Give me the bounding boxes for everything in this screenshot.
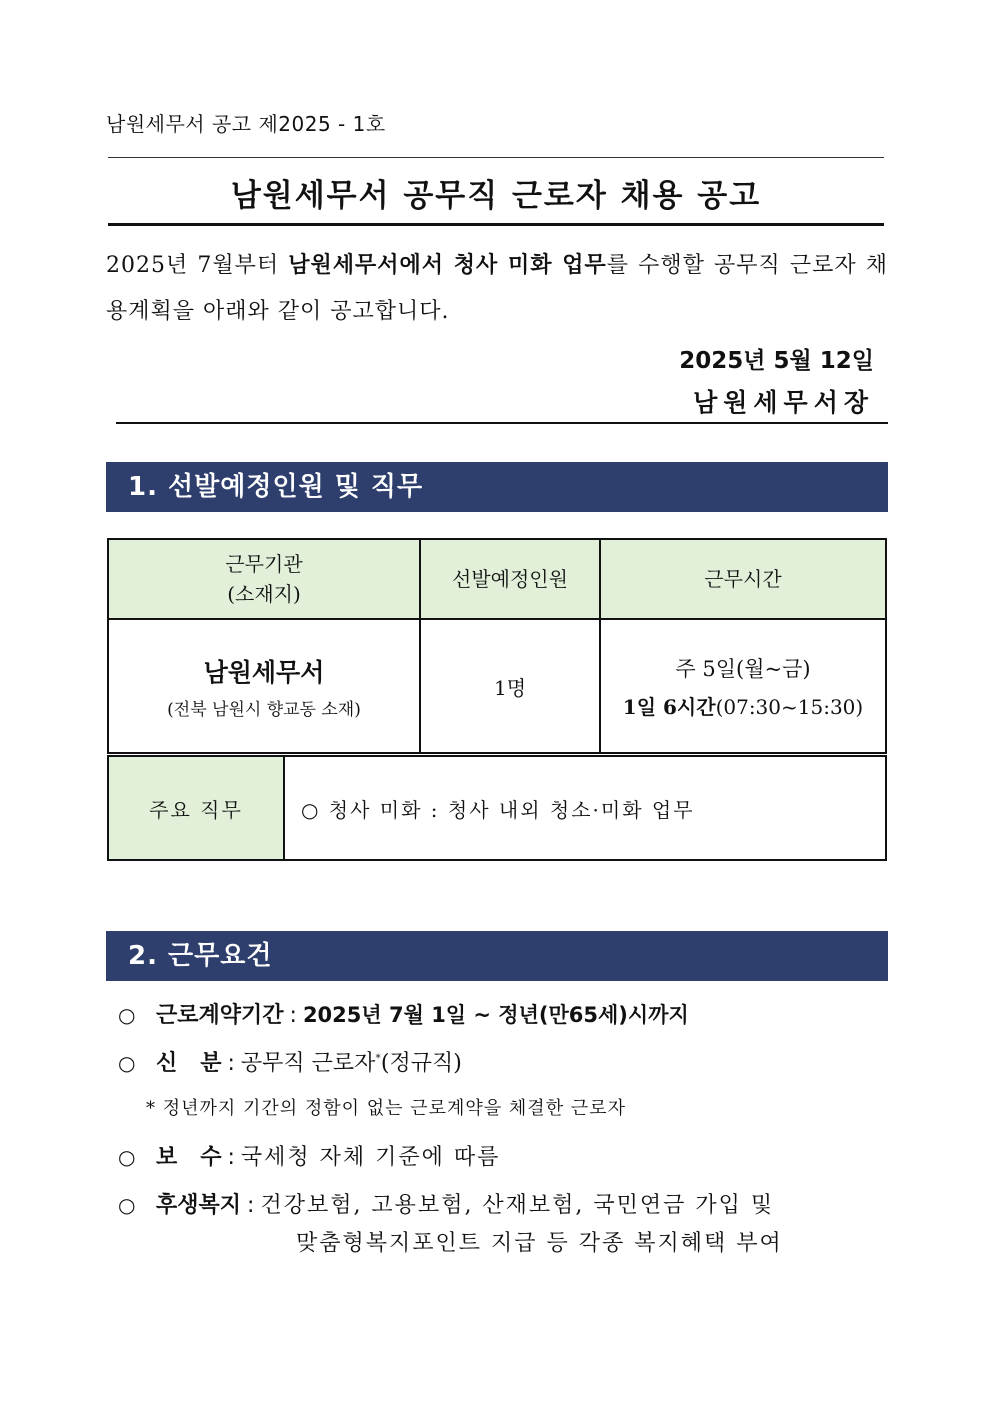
table-row — [108, 619, 886, 753]
intro-paragraph — [106, 243, 888, 335]
duty-label: 주요 직무 — [108, 756, 284, 860]
hours-time-range: (07:30~15:30) — [715, 694, 864, 719]
cell-org — [108, 619, 420, 753]
duty-value: ○ 청사 미화 : 청사 내외 청소·미화 업무 — [284, 756, 886, 860]
condition-value: 공무직 근로자 — [240, 1051, 376, 1076]
notice-number: 남원세무서 공고 제2025 - 1호 — [106, 112, 386, 136]
header-org-sub: (소재지) — [227, 582, 301, 606]
bullet-icon: ○ — [118, 1193, 136, 1217]
header-hours: 근무시간 — [600, 539, 886, 619]
condition-salary — [118, 1140, 500, 1171]
section-2-header: 2. 근무요건 — [106, 931, 888, 981]
condition-contract-period — [118, 998, 689, 1029]
condition-sep: : — [227, 1051, 235, 1076]
recruitment-table — [107, 538, 887, 754]
intro-text-bold: 남원세무서에서 청사 미화 업무 — [288, 253, 607, 278]
intro-text-2: 를 수행할 공무직 근로자 채용계획을 아래와 같이 공고합니다. — [106, 253, 888, 324]
title-divider — [108, 223, 884, 226]
condition-value: 국세청 자체 기준에 따름 — [240, 1145, 501, 1170]
hours-days: 주 5일(월~금) — [675, 656, 811, 681]
section-1-header: 1. 선발예정인원 및 직무 — [106, 462, 888, 512]
condition-welfare — [118, 1188, 774, 1219]
condition-sep: : — [289, 1003, 297, 1028]
cell-hours — [600, 619, 886, 753]
header-count: 선발예정인원 — [420, 539, 600, 619]
condition-value: 2025년 7월 1일 ~ 정년(만65세)시까지 — [302, 1003, 689, 1027]
duty-row — [108, 756, 886, 860]
org-name: 남원세무서 — [203, 657, 325, 687]
hours-time-bold: 1일 6시간 — [622, 694, 716, 719]
condition-value-after: (정규직) — [380, 1051, 462, 1076]
condition-label: 보 수 — [156, 1145, 222, 1170]
notice-date: 2025년 5월 12일 — [679, 348, 874, 374]
condition-sep: : — [247, 1193, 255, 1218]
hours-time — [601, 691, 885, 720]
bullet-icon: ○ — [118, 1003, 136, 1027]
condition-label: 신 분 — [156, 1051, 222, 1076]
condition-welfare-line2: 맞춤형복지포인트 지급 등 각종 복지혜택 부여 — [296, 1231, 783, 1256]
condition-label: 근로계약기간 — [156, 1003, 284, 1028]
signature-divider — [116, 422, 888, 424]
header-org-label: 근무기관 — [225, 552, 303, 576]
table-header-row — [108, 539, 886, 619]
condition-status — [118, 1046, 462, 1077]
bullet-icon: ○ — [118, 1145, 136, 1169]
duty-table — [107, 755, 887, 861]
bullet-icon: ○ — [118, 1051, 136, 1075]
org-location: (전북 남원시 향교동 소재) — [167, 699, 361, 720]
condition-label: 후생복지 — [156, 1193, 242, 1218]
condition-value: 건강보험, 고용보험, 산재보험, 국민연금 가입 및 — [260, 1193, 775, 1218]
page-title: 남원세무서 공무직 근로자 채용 공고 — [230, 178, 762, 214]
intro-text-1: 2025년 7월부터 — [106, 253, 289, 278]
footnote-text: * 정년까지 기간의 정함이 없는 근로계약을 체결한 근로자 — [146, 1098, 626, 1119]
cell-count: 1명 — [420, 619, 600, 753]
header-org — [108, 539, 420, 619]
condition-sep: : — [227, 1145, 235, 1170]
agency-head: 남원세무서장 — [693, 388, 874, 417]
footnote-marker: * — [375, 1051, 381, 1065]
header-divider — [108, 157, 884, 158]
